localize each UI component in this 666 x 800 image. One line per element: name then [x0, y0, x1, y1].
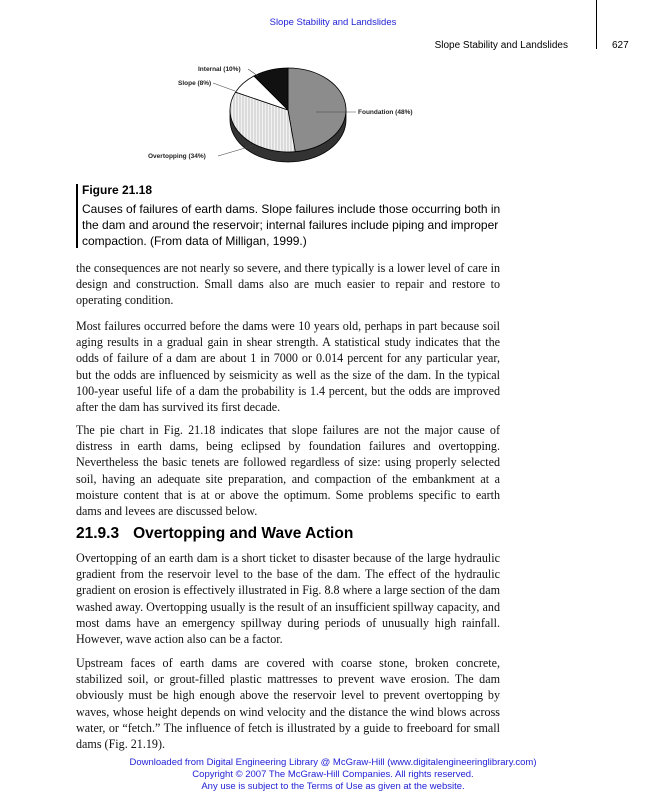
paragraph-2: Most failures occurred before the dams were 10 years old, perhaps in part because soil aging results in a gradual gain in shear strength. A statistical study indicates that the odds of failure of a dam are about 1 in 7000 or 0.014 percent for any particular year, but the odds are influenced by seismicity as well as the size of the dam. In the typical 100-year useful life of a dam the probability is 1.4 percent, but the odds are improved after the dam has survived its first decade.: [76, 319, 500, 415]
page-number: 627: [612, 40, 629, 51]
figure-rule: [76, 184, 78, 248]
top-title-link[interactable]: Slope Stability and Landslides: [269, 17, 397, 28]
pie-label-foundation: Foundation (48%): [358, 109, 413, 116]
pie-label-internal: Internal (10%): [198, 66, 241, 73]
pie-chart: [140, 58, 440, 183]
paragraph-5: Upstream faces of earth dams are covered with coarse stone, broken concrete, stabilized soil, or grout-filled plastic mattresses to prevent wave erosion. The dam obviously must be high enough above the reservoir level to prevent overtopping by waves, whose height depends on wind velocity and the distance the wind blows across water, or “fetch.” The influence of fetch is illustrated by a guide to freeboard for small dams (Fig. 21.19).: [76, 656, 500, 752]
section-number: 21.9.3: [76, 525, 120, 542]
pie-label-slope: Slope (8%): [178, 80, 212, 87]
footer-terms-link[interactable]: Any use is subject to the Terms of Use as given at the website.: [201, 781, 465, 792]
footer-download-link[interactable]: Downloaded from Digital Engineering Library @ McGraw-Hill (www.digitalengineeringlibrary.com): [129, 757, 537, 768]
section-title: Overtopping and Wave Action: [133, 525, 354, 542]
paragraph-1: the consequences are not nearly so severe, and there typically is a lower level of care in design and construction. Small dams also are much easier to repair and restore to operating condition.: [76, 261, 500, 308]
running-head: Slope Stability and Landslides: [434, 40, 568, 51]
pie-label-overtopping: Overtopping (34%): [148, 153, 206, 160]
figure-label: Figure 21.18: [82, 183, 153, 197]
footer-copyright: Copyright © 2007 The McGraw-Hill Companies. All rights reserved.: [192, 769, 474, 780]
pie-leader-internal: [248, 69, 258, 76]
section-heading: [76, 525, 353, 543]
pie-leader-slope: [213, 83, 235, 91]
header-divider: [596, 0, 597, 49]
paragraph-4: Overtopping of an earth dam is a short ticket to disaster because of the large hydraulic gradient from the reservoir level to the base of the dam. The effect of the hydraulic gradient on erosion is effectively illustrated in Fig. 8.8 where a large section of the dam washed away. Overtopping usually is the result of an insufficient spillway capacity, and most dams have an emergency spillway during periods of unusually high rainfall. However, wave action also can be a factor.: [76, 551, 500, 647]
paragraph-3: The pie chart in Fig. 21.18 indicates that slope failures are not the major cause of distress in earth dams, being eclipsed by foundation failures and overtopping. Nevertheless the basic tenets are followed regardless of size: using properly selected soil, having an adequate site preparation, and compaction of the embankment at a moisture content that is at or above the optimum. Some problems specific to earth dams and levees are discussed below.: [76, 423, 500, 519]
figure-caption: Causes of failures of earth dams. Slope failures include those occurring both in the dam and around the reservoir; internal failures include piping and improper compaction. (From data of Milligan, 1999.): [82, 202, 501, 248]
pie-leader-overtopping: [218, 146, 252, 156]
